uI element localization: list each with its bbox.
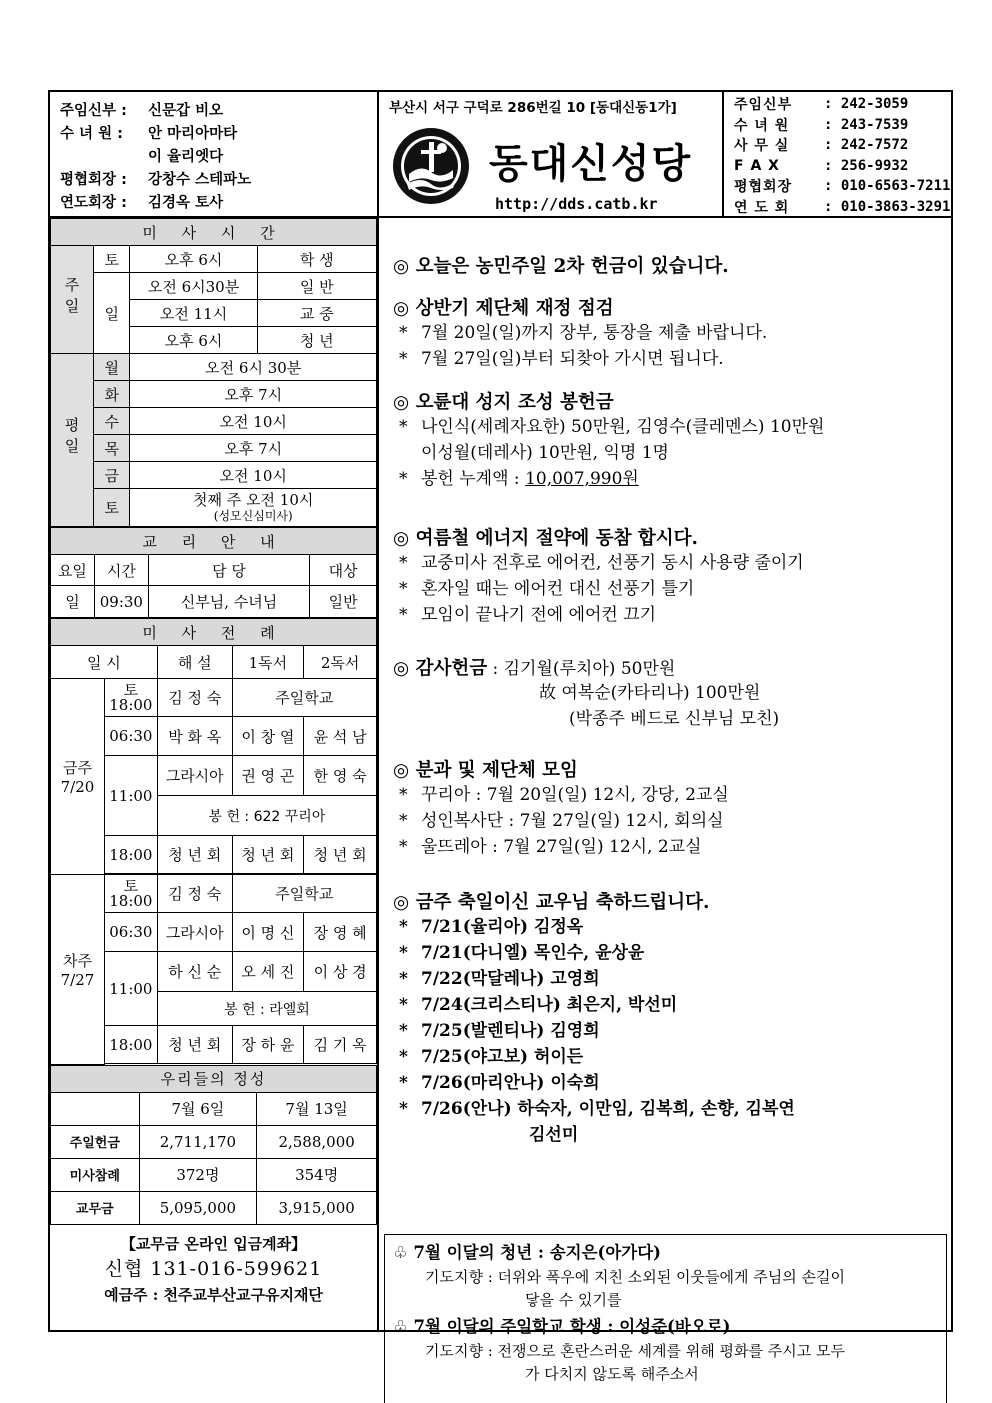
student-of-month: ♧ 7월 이달의 주일학교 학생 : 이성준(바오로) [393, 1317, 731, 1336]
staff-row: 수 녀 원 : 안 마리아마타 [60, 126, 238, 142]
contact-row: 주임신부 : 242-3059 [734, 96, 909, 114]
announcement-5: ◎ 감사헌금 : 김기월(루치아) 50만원 故 여복순(카타리나) 100만원 (박종주 베드로 신부님 모친) [393, 658, 780, 729]
church-title-block [379, 92, 724, 216]
offerings-table: 우리들의 정성 7월 6일 7월 13일 주일헌금 2,711,170 2,588,000 미사참례 372명 354명 교무금 5,095,000 3,915,000 [50, 1065, 377, 1225]
staff-row: 주임신부 : 신문갑 비오 [60, 103, 224, 119]
left-column [50, 218, 379, 1330]
contact-row: F A X : 256-9932 [734, 157, 909, 174]
announcements-column [379, 218, 951, 1383]
week-label: 차주 7/27 [51, 875, 105, 1065]
contact-row: 평협회장 : 010-6563-7211 [734, 178, 951, 196]
announcement-3: ◎ 오륜대 성지 조성 봉헌금 * 나인식(세례자요한) 50만원, 김영수(클레멘스) 10만원 이성월(데레사) 10만원, 익명 1명 * 봉헌 누계액 : 10,007,990원 [393, 392, 825, 489]
announcement-2: ◎ 상반기 제단체 재정 점검 * 7월 20일(일)까지 장부, 통장을 제출 바랍니다. * 7월 27일(일)부터 되찾아 가시면 됩니다. [393, 298, 768, 369]
contact-list [724, 92, 951, 216]
sun-day: 일 [94, 273, 130, 354]
monthly-box: ♧ 7월 이달의 청년 : 송지은(아가다) 기도지향 : 더위와 폭우에 지친 소외된 이웃들에게 주님의 손길이 닿을 수 있기를 ♧ 7월 이달의 주일학교 학생 : 이성준(바오로) 기도지향 : 전쟁으로 혼란스러운 세계를 위해 평화를 주시고 모두 가 다치지 않도록 해주소서 [384, 1234, 947, 1403]
contact-row: 수 녀 원 : 243-7539 [734, 116, 909, 134]
sunday-label: 주일 [51, 246, 94, 354]
weekday-label: 평일 [51, 354, 94, 527]
announcement-4: ◎ 여름철 에너지 절약에 동참 합시다. * 교중미사 전후로 에어컨, 선풍기 동시 사용량 줄이기 * 혼자일 때는 에어컨 대신 선풍기 틀기 * 모임이 끝나기 전에 에어컨 끄기 [393, 528, 804, 625]
mass-times-table: 미 사 시 간 주일 토 오후 6시 학 생 일 오전 6시30분 일 반 오전 11시 교 중 오후 6시 청 년 평일 월 오전 6시 30분 화 오후 7시 수 오전 10시 목 오후 7시 금 오전 10시 토 첫째 주 오전 10시 (성모신심미사) [50, 218, 377, 527]
church-address: 부산시 서구 구덕로 286번길 10 [동대신동1가] [389, 100, 677, 116]
bank-info: 【교무금 온라인 입금계좌】 신협 131-016-599621 예금주 : 천주교부산교구유지재단 [104, 1234, 323, 1304]
bulletin-frame [48, 90, 953, 1383]
catechism-title: 교 리 안 내 [51, 528, 377, 555]
week-label: 금주 7/20 [51, 679, 105, 875]
catechism-table: 교 리 안 내 요일 시간 담 당 대상 일 09:30 신부님, 수녀님 일반 [50, 527, 377, 618]
staff-list [50, 92, 379, 216]
bulletin-header [50, 92, 951, 218]
church-url[interactable]: http://dds.catb.kr [495, 195, 658, 213]
contact-row: 연 도 회 : 010-3863-3291 [734, 198, 951, 216]
liturgy-table: 미 사 전 례 일 시 해 설 1독서 2독서 금주 7/20 토 18:00 김 정 숙 주일학교 06:30 박 화 옥 이 창 열 윤 석 남 11:00 그라시아 권 영 곤 한 영 숙 봉 헌 : 622 꾸리아 18:00 청 년 회 청 년 회 청 년 회 차주 7/27 토 18:00 김 정 숙 주일학교 06:30 그라시아 이 명 신 장 영 혜 11:00 하 신 순 오 세 진 이 상 경 봉 헌 : 라엘회 18:00 청 년 회 장 하 윤 김 기 옥 [50, 618, 377, 1065]
announcement-7: ◎ 금주 축일이신 교우님 축하드립니다. * 7/21(율리아) 김정옥 * 7/21(다니엘) 목인수, 윤상윤 * 7/22(막달레나) 고영희 * 7/24(크리스티나) 최은지, 박선미 * 7/25(발렌티나) 김영희 * 7/25(야고보) 허이든 * 7/26(마리안나) 이숙희 * 7/26(안나) 하숙자, 이만임, 김복희, 손향, 김복연 김선미 [393, 892, 795, 1145]
mass-times-title: 미 사 시 간 [51, 219, 377, 246]
staff-row: 평협회장 : 강창수 스테파노 [60, 172, 252, 188]
sat-day: 토 [94, 246, 130, 273]
offerings-title: 우리들의 정성 [51, 1065, 377, 1092]
announcement-1: ◎ 오늘은 농민주일 2차 헌금이 있습니다. [393, 256, 729, 277]
church-logo-icon [391, 126, 471, 206]
announcement-6: ◎ 분과 및 제단체 모임 * 꾸리아 : 7월 20일(일) 12시, 강당, 2교실 * 성인복사단 : 7월 27일(일) 12시, 회의실 * 울뜨레아 : 7월 27일(일) 12시, 2교실 [393, 760, 729, 857]
staff-row: 이 율리엣다 [148, 149, 224, 165]
staff-row: 연도회장 : 김경옥 토사 [60, 195, 224, 211]
church-name: 동대신성당 [489, 141, 693, 187]
youth-of-month: ♧ 7월 이달의 청년 : 송지은(아가다) [393, 1243, 661, 1262]
liturgy-title: 미 사 전 례 [51, 619, 377, 646]
contact-row: 사 무 실 : 242-7572 [734, 137, 909, 155]
